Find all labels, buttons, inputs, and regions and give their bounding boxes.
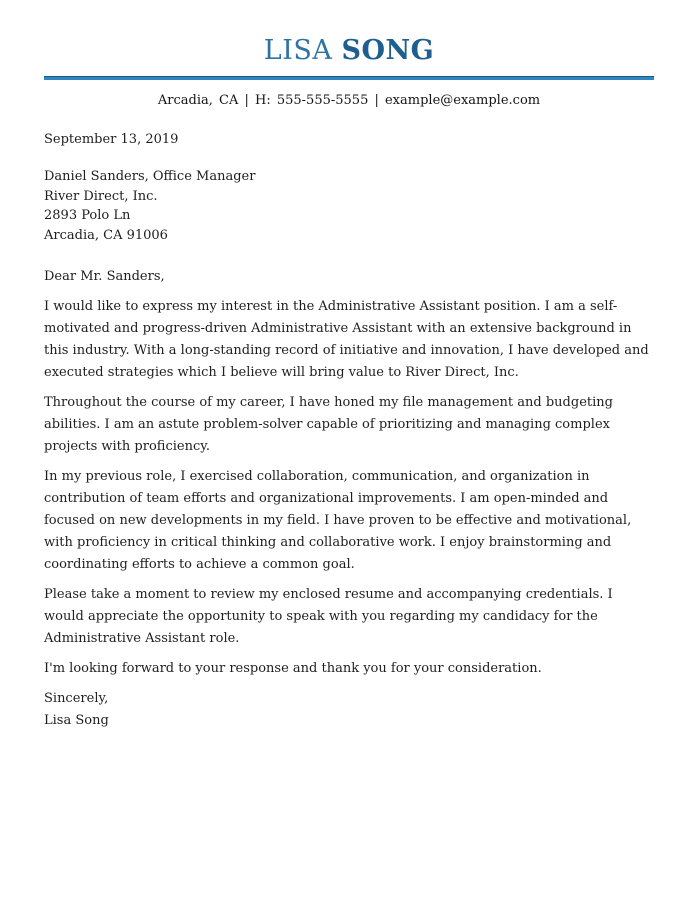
signoff-block [44,688,654,732]
letter-date: September 13, 2019 [44,132,179,147]
paragraph-thanks: I'm looking forward to your response and thank you for your consideration. [44,661,542,676]
page-title [44,34,654,68]
paragraph-experience: In my previous role, I exercised collaboration, communication, and organization in contribution of team efforts and organizational improvements. I am open-minded and focused on new developments in my field. I have proven to be effective and motivational, with proficiency in critical thinking and collaborative work. I enjoy brainstorming and coordinating efforts to achieve a common goal. [44,469,632,572]
paragraph-skills: Throughout the course of my career, I have honed my file management and budgeting abilities. I am an astute problem-solver capable of prioritizing and managing complex projects with proficiency. [44,395,613,454]
signature-name: Lisa Song [44,713,109,728]
valediction: Sincerely, [44,691,109,706]
header-divider [44,76,654,80]
last-name-text: SONG [341,35,435,66]
contact-line: Arcadia, CA | H: 555-555-5555 | example@example.com [157,93,541,108]
paragraph-intro: I would like to express my interest in the Administrative Assistant position. I am a self-motivated and progress-driven Administrative Assistant with an extensive background in this industry. With a long-standing record of initiative and innovation, I have developed and executed strategies which I believe will bring value to River Direct, Inc. [44,299,649,380]
recipient-company: River Direct, Inc. [44,188,158,204]
recipient-city-state-zip: Arcadia, CA 91006 [44,227,168,243]
paragraph-call-to-action: Please take a moment to review my enclosed resume and accompanying credentials. I would appreciate the opportunity to speak with you regarding my candidacy for the Administrative Assistant role. [44,587,613,646]
recipient-name-title: Daniel Sanders, Office Manager [44,169,256,184]
letter-body [44,130,654,732]
recipient-block [44,167,654,245]
letter-header [44,34,654,108]
salutation: Dear Mr. Sanders, [44,269,165,284]
recipient-street: 2893 Polo Ln [44,208,131,223]
first-name-text: LISA [263,35,333,66]
